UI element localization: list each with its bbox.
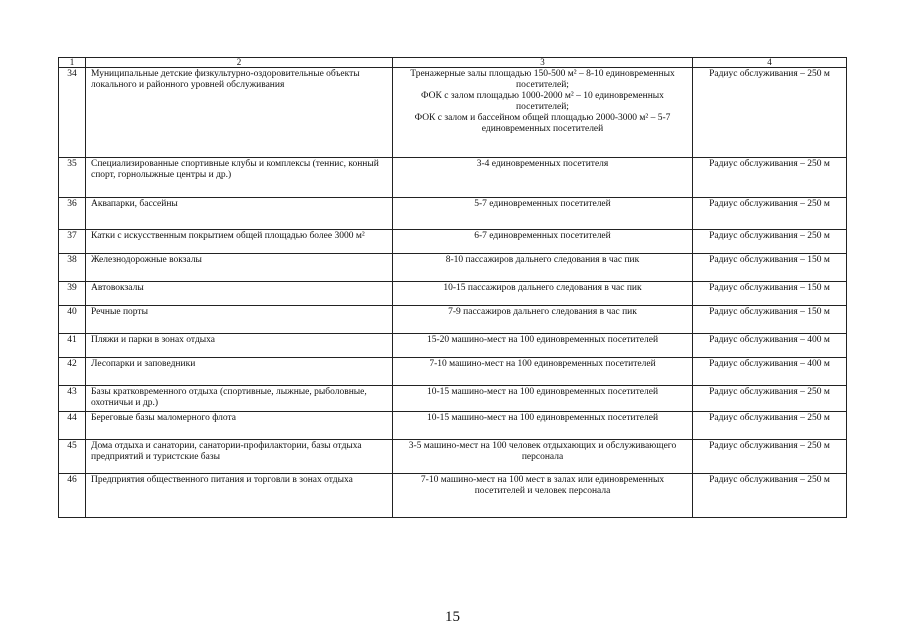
table-row xyxy=(59,386,847,412)
service-radius: Радиус обслуживания – 400 м xyxy=(693,358,847,386)
table-row xyxy=(59,68,847,158)
row-number: 45 xyxy=(59,440,86,474)
row-number: 44 xyxy=(59,412,86,440)
object-name: Речные порты xyxy=(86,306,393,334)
service-radius: Радиус обслуживания – 250 м xyxy=(693,198,847,230)
service-radius: Радиус обслуживания – 250 м xyxy=(693,412,847,440)
object-name: Специализированные спортивные клубы и комплексы (теннис, конный спорт, горнолыжные центры и др.) xyxy=(86,158,393,198)
service-radius: Радиус обслуживания – 250 м xyxy=(693,474,847,518)
parking-norm xyxy=(393,440,693,474)
parking-norm xyxy=(393,198,693,230)
object-name: Береговые базы маломерного флота xyxy=(86,412,393,440)
norms-table xyxy=(58,57,847,518)
table-row xyxy=(59,198,847,230)
service-radius: Радиус обслуживания – 250 м xyxy=(693,68,847,158)
object-name: Пляжи и парки в зонах отдыха xyxy=(86,334,393,358)
object-name: Автовокзалы xyxy=(86,282,393,306)
row-number: 35 xyxy=(59,158,86,198)
object-name: Базы кратковременного отдыха (спортивные, лыжные, рыболовные, охотничьи и др.) xyxy=(86,386,393,412)
table-row xyxy=(59,254,847,282)
norm-line: 3-4 единовременных посетителя xyxy=(476,159,609,169)
table-row xyxy=(59,358,847,386)
service-radius: Радиус обслуживания – 250 м xyxy=(693,440,847,474)
parking-norm xyxy=(393,158,693,198)
table-header-row xyxy=(59,58,847,68)
norm-line: ФОК с залом площадью 1000-2000 м² – 10 единовременных посетителей; xyxy=(421,91,664,112)
norm-line: 5-7 единовременных посетителей xyxy=(474,199,611,209)
parking-norm xyxy=(393,68,693,158)
parking-norm xyxy=(393,386,693,412)
parking-norm xyxy=(393,282,693,306)
norm-line: 7-10 машино-мест на 100 мест в залах или единовременных посетителей и человек персонала xyxy=(420,475,665,496)
table-row xyxy=(59,230,847,254)
norm-line: 10-15 машино-мест на 100 единовременных посетителей xyxy=(426,413,659,423)
row-number: 43 xyxy=(59,386,86,412)
table-row xyxy=(59,440,847,474)
norm-line: 3-5 машино-мест на 100 человек отдыхающих и обслуживающего персонала xyxy=(408,441,677,462)
parking-norm xyxy=(393,358,693,386)
object-name: Муниципальные детские физкультурно-оздоровительные объекты локального и районного уровней обслуживания xyxy=(86,68,393,158)
column-header: 4 xyxy=(693,58,847,68)
row-number: 36 xyxy=(59,198,86,230)
row-number: 39 xyxy=(59,282,86,306)
parking-norm xyxy=(393,230,693,254)
row-number: 34 xyxy=(59,68,86,158)
table-row xyxy=(59,306,847,334)
norm-line: 8-10 пассажиров дальнего следования в час пик xyxy=(445,255,640,265)
table-row xyxy=(59,282,847,306)
service-radius: Радиус обслуживания – 250 м xyxy=(693,386,847,412)
object-name: Дома отдыха и санатории, санатории-профилактории, базы отдыха предприятий и туристские базы xyxy=(86,440,393,474)
norm-line: Тренажерные залы площадью 150-500 м² – 8-10 единовременных посетителей; xyxy=(410,69,675,90)
column-header: 3 xyxy=(393,58,693,68)
norm-line: 10-15 машино-мест на 100 единовременных посетителей xyxy=(426,387,659,397)
norm-line: 7-9 пассажиров дальнего следования в час пик xyxy=(448,307,637,317)
table-row xyxy=(59,412,847,440)
column-header: 2 xyxy=(86,58,393,68)
parking-norm xyxy=(393,306,693,334)
table-row xyxy=(59,334,847,358)
row-number: 40 xyxy=(59,306,86,334)
object-name: Катки с искусственным покрытием общей площадью более 3000 м² xyxy=(86,230,393,254)
row-number: 46 xyxy=(59,474,86,518)
object-name: Предприятия общественного питания и торговли в зонах отдыха xyxy=(86,474,393,518)
row-number: 37 xyxy=(59,230,86,254)
parking-norm xyxy=(393,254,693,282)
object-name: Железнодорожные вокзалы xyxy=(86,254,393,282)
row-number: 42 xyxy=(59,358,86,386)
parking-norm xyxy=(393,474,693,518)
service-radius: Радиус обслуживания – 400 м xyxy=(693,334,847,358)
row-number: 38 xyxy=(59,254,86,282)
service-radius: Радиус обслуживания – 150 м xyxy=(693,254,847,282)
table-row xyxy=(59,474,847,518)
service-radius: Радиус обслуживания – 150 м xyxy=(693,306,847,334)
page-number: 15 xyxy=(445,609,460,625)
norm-line: ФОК с залом и бассейном общей площадью 2000-3000 м² – 5-7 единовременных посетителей xyxy=(414,113,671,134)
object-name: Аквапарки, бассейны xyxy=(86,198,393,230)
parking-norm xyxy=(393,334,693,358)
object-name: Лесопарки и заповедники xyxy=(86,358,393,386)
service-radius: Радиус обслуживания – 250 м xyxy=(693,230,847,254)
norm-line: 10-15 пассажиров дальнего следования в час пик xyxy=(443,283,642,293)
norm-line: 6-7 единовременных посетителей xyxy=(474,231,611,241)
table-row xyxy=(59,158,847,198)
row-number: 41 xyxy=(59,334,86,358)
service-radius: Радиус обслуживания – 250 м xyxy=(693,158,847,198)
service-radius: Радиус обслуживания – 150 м xyxy=(693,282,847,306)
norm-line: 15-20 машино-мест на 100 единовременных посетителей xyxy=(426,335,659,345)
parking-norm xyxy=(393,412,693,440)
norm-line: 7-10 машино-мест на 100 единовременных посетителей xyxy=(429,359,656,369)
column-header: 1 xyxy=(59,58,86,68)
